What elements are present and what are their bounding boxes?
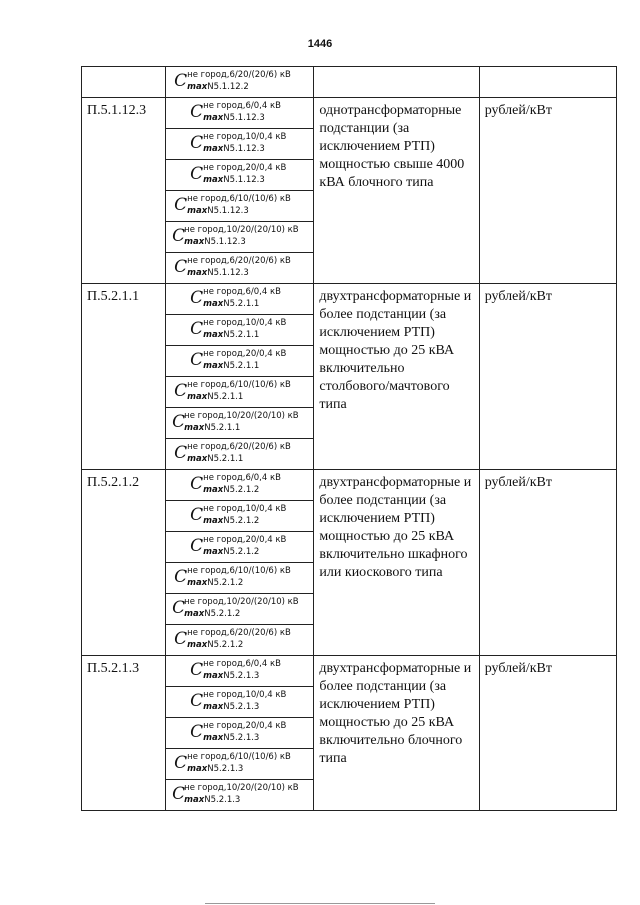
formula-symbol: C bbox=[174, 195, 188, 215]
formula-superscript: не город,6/20/(20/6) кВ bbox=[187, 70, 291, 80]
formula-symbol: C bbox=[174, 71, 188, 91]
formula-subscript-prefix: max bbox=[203, 547, 224, 557]
formula-subscript-code: N5.2.1.3 bbox=[204, 795, 241, 805]
formula-symbol: C bbox=[174, 567, 188, 587]
formula-subscript-code: N5.1.12.3 bbox=[223, 113, 265, 123]
formula-subscript-prefix: max bbox=[187, 640, 208, 650]
formula-superscript: не город,6/20/(20/6) кВ bbox=[187, 256, 291, 266]
formula-symbol: C bbox=[190, 102, 204, 122]
formula-subscript bbox=[203, 330, 259, 340]
formula-subscript-prefix: max bbox=[187, 206, 208, 216]
tariff-formula bbox=[166, 222, 313, 252]
formula-superscript: не город,6/10/(10/6) кВ bbox=[187, 752, 291, 762]
formula-subscript-prefix: max bbox=[187, 392, 208, 402]
formula-subscript-code: N5.2.1.2 bbox=[207, 640, 244, 650]
formula-subscript-prefix: max bbox=[187, 268, 208, 278]
formula-symbol: C bbox=[174, 443, 188, 463]
formula-subscript-code: N5.1.12.3 bbox=[207, 206, 249, 216]
formula-subscript-prefix: max bbox=[184, 609, 205, 619]
formula-subscript-prefix: max bbox=[187, 578, 208, 588]
formula-cell bbox=[166, 129, 314, 160]
item-code-cell bbox=[82, 98, 166, 284]
item-unit-cell bbox=[479, 470, 616, 656]
formula-subscript bbox=[203, 299, 259, 309]
formula-cell bbox=[166, 67, 314, 98]
formula-superscript: не город,6/0,4 кВ bbox=[203, 287, 281, 297]
item-unit-cell bbox=[479, 98, 616, 284]
formula-cell bbox=[166, 749, 314, 780]
page-number: 1446 bbox=[307, 38, 333, 50]
formula-subscript bbox=[203, 516, 259, 526]
formula-subscript bbox=[203, 361, 259, 371]
formula-subscript-prefix: max bbox=[184, 423, 205, 433]
formula-superscript: не город,10/0,4 кВ bbox=[203, 318, 287, 328]
item-code: П.5.2.1.3 bbox=[87, 661, 140, 676]
formula-subscript-code: N5.1.12.3 bbox=[223, 144, 265, 154]
item-description-cell bbox=[314, 67, 479, 98]
formula-subscript-prefix: max bbox=[203, 702, 224, 712]
formula-subscript-prefix: max bbox=[203, 330, 224, 340]
formula-cell bbox=[166, 222, 314, 253]
formula-subscript-code: N5.2.1.2 bbox=[207, 578, 244, 588]
item-code-cell bbox=[82, 470, 166, 656]
formula-subscript bbox=[203, 702, 259, 712]
formula-subscript-prefix: max bbox=[184, 237, 205, 247]
item-code: П.5.1.12.3 bbox=[87, 103, 147, 118]
formula-symbol: C bbox=[190, 691, 204, 711]
formula-superscript: не город,6/20/(20/6) кВ bbox=[187, 442, 291, 452]
formula-cell bbox=[166, 718, 314, 749]
formula-subscript-code: N5.1.12.3 bbox=[223, 175, 265, 185]
formula-symbol: C bbox=[174, 257, 188, 277]
formula-symbol: C bbox=[172, 412, 186, 432]
formula-subscript-prefix: max bbox=[203, 175, 224, 185]
formula-subscript-prefix: max bbox=[187, 454, 208, 464]
formula-symbol: C bbox=[172, 226, 186, 246]
formula-symbol: C bbox=[190, 722, 204, 742]
formula-subscript bbox=[203, 485, 259, 495]
formula-subscript-prefix: max bbox=[203, 144, 224, 154]
formula-superscript: не город,10/0,4 кВ bbox=[203, 132, 287, 142]
formula-subscript bbox=[203, 547, 259, 557]
formula-cell bbox=[166, 284, 314, 315]
formula-symbol: C bbox=[172, 784, 186, 804]
formula-symbol: C bbox=[190, 536, 204, 556]
tariff-formula bbox=[166, 439, 313, 469]
formula-superscript: не город,10/0,4 кВ bbox=[203, 690, 287, 700]
formula-subscript bbox=[203, 144, 265, 154]
formula-superscript: не город,10/20/(20/10) кВ bbox=[184, 783, 299, 793]
page-bottom-rule bbox=[205, 903, 435, 904]
item-code-cell bbox=[82, 656, 166, 811]
tariff-formula bbox=[166, 780, 313, 810]
formula-superscript: не город,6/0,4 кВ bbox=[203, 101, 281, 111]
formula-superscript: не город,20/0,4 кВ bbox=[203, 535, 287, 545]
formula-cell bbox=[166, 377, 314, 408]
formula-subscript-code: N5.2.1.1 bbox=[223, 299, 260, 309]
formula-cell bbox=[166, 160, 314, 191]
formula-subscript-prefix: max bbox=[203, 516, 224, 526]
formula-subscript-code: N5.2.1.2 bbox=[223, 516, 260, 526]
item-description-cell bbox=[314, 284, 479, 470]
formula-subscript bbox=[187, 640, 243, 650]
tariff-formula bbox=[166, 129, 313, 159]
formula-symbol: C bbox=[190, 319, 204, 339]
formula-subscript bbox=[187, 82, 249, 92]
formula-subscript-code: N5.2.1.1 bbox=[223, 330, 260, 340]
formula-subscript-prefix: max bbox=[203, 733, 224, 743]
formula-cell bbox=[166, 253, 314, 284]
formula-cell bbox=[166, 346, 314, 377]
formula-cell bbox=[166, 625, 314, 656]
formula-cell bbox=[166, 408, 314, 439]
table-row bbox=[82, 470, 617, 501]
formula-cell bbox=[166, 470, 314, 501]
formula-subscript-code: N5.2.1.2 bbox=[204, 609, 241, 619]
formula-symbol: C bbox=[190, 350, 204, 370]
tariff-formula bbox=[166, 656, 313, 686]
formula-subscript-prefix: max bbox=[203, 113, 224, 123]
item-code-cell bbox=[82, 67, 166, 98]
formula-superscript: не город,10/20/(20/10) кВ bbox=[184, 225, 299, 235]
item-unit-cell bbox=[479, 656, 616, 811]
formula-symbol: C bbox=[190, 660, 204, 680]
tariff-formula bbox=[166, 315, 313, 345]
formula-subscript-code: N5.1.12.2 bbox=[207, 82, 249, 92]
formula-superscript: не город,10/20/(20/10) кВ bbox=[184, 597, 299, 607]
formula-superscript: не город,10/0,4 кВ bbox=[203, 504, 287, 514]
tariff-table bbox=[81, 66, 617, 811]
formula-subscript-code: N5.2.1.1 bbox=[204, 423, 241, 433]
formula-subscript-code: N5.2.1.3 bbox=[207, 764, 244, 774]
formula-subscript-prefix: max bbox=[187, 764, 208, 774]
formula-cell bbox=[166, 656, 314, 687]
formula-superscript: не город,6/10/(10/6) кВ bbox=[187, 380, 291, 390]
formula-cell bbox=[166, 563, 314, 594]
tariff-formula bbox=[166, 501, 313, 531]
item-description: двухтрансформаторные и более подстанции (за исключением РТП) мощностью до 25 кВА включительно шкафного или киоскового типа bbox=[319, 475, 472, 580]
formula-subscript-prefix: max bbox=[203, 361, 224, 371]
item-unit-cell bbox=[479, 67, 616, 98]
formula-superscript: не город,20/0,4 кВ bbox=[203, 349, 287, 359]
tariff-formula bbox=[166, 687, 313, 717]
formula-subscript-prefix: max bbox=[203, 485, 224, 495]
formula-subscript-prefix: max bbox=[184, 795, 205, 805]
tariff-formula bbox=[166, 253, 313, 283]
table-body bbox=[82, 67, 617, 811]
table-row bbox=[82, 656, 617, 687]
formula-subscript bbox=[184, 237, 246, 247]
item-code: П.5.2.1.2 bbox=[87, 475, 140, 490]
item-description-cell bbox=[314, 470, 479, 656]
formula-cell bbox=[166, 315, 314, 346]
formula-symbol: C bbox=[172, 598, 186, 618]
formula-superscript: не город,6/10/(10/6) кВ bbox=[187, 194, 291, 204]
item-description-cell bbox=[314, 656, 479, 811]
item-unit: рублей/кВт bbox=[484, 661, 552, 676]
formula-cell bbox=[166, 594, 314, 625]
formula-subscript-code: N5.2.1.1 bbox=[207, 454, 244, 464]
item-description: двухтрансформаторные и более подстанции (за исключением РТП) мощностью до 25 кВА включительно блочного типа bbox=[319, 661, 472, 766]
item-unit: рублей/кВт bbox=[484, 289, 552, 304]
item-code: П.5.2.1.1 bbox=[87, 289, 140, 304]
formula-superscript: не город,6/10/(10/6) кВ bbox=[187, 566, 291, 576]
formula-superscript: не город,6/0,4 кВ bbox=[203, 473, 281, 483]
item-code-cell bbox=[82, 284, 166, 470]
tariff-formula bbox=[166, 160, 313, 190]
tariff-formula bbox=[166, 346, 313, 376]
table-row bbox=[82, 284, 617, 315]
formula-subscript-prefix: max bbox=[203, 299, 224, 309]
formula-subscript bbox=[187, 578, 243, 588]
formula-subscript bbox=[187, 764, 243, 774]
table-row bbox=[82, 67, 617, 98]
item-unit: рублей/кВт bbox=[484, 475, 552, 490]
formula-subscript-code: N5.2.1.2 bbox=[223, 485, 260, 495]
formula-symbol: C bbox=[174, 381, 188, 401]
tariff-formula bbox=[166, 377, 313, 407]
formula-subscript-code: N5.1.12.3 bbox=[207, 268, 249, 278]
formula-subscript-code: N5.2.1.3 bbox=[223, 733, 260, 743]
formula-cell bbox=[166, 532, 314, 563]
formula-cell bbox=[166, 439, 314, 470]
formula-cell bbox=[166, 780, 314, 811]
formula-superscript: не город,6/0,4 кВ bbox=[203, 659, 281, 669]
formula-superscript: не город,6/20/(20/6) кВ bbox=[187, 628, 291, 638]
tariff-formula bbox=[166, 563, 313, 593]
formula-subscript bbox=[203, 671, 259, 681]
formula-subscript bbox=[203, 175, 265, 185]
formula-symbol: C bbox=[190, 288, 204, 308]
formula-subscript bbox=[203, 113, 265, 123]
formula-cell bbox=[166, 687, 314, 718]
formula-subscript-code: N5.2.1.3 bbox=[223, 671, 260, 681]
tariff-formula bbox=[166, 625, 313, 655]
tariff-formula bbox=[166, 98, 313, 128]
formula-subscript-code: N5.2.1.1 bbox=[223, 361, 260, 371]
formula-cell bbox=[166, 191, 314, 222]
formula-subscript bbox=[184, 795, 240, 805]
formula-subscript bbox=[187, 206, 249, 216]
formula-subscript-code: N5.2.1.2 bbox=[223, 547, 260, 557]
formula-subscript bbox=[184, 423, 240, 433]
formula-subscript-prefix: max bbox=[187, 82, 208, 92]
item-description: однотрансформаторные подстанции (за исключением РТП) мощностью свыше 4000 кВА блочного типа bbox=[319, 103, 465, 190]
formula-subscript-code: N5.2.1.3 bbox=[223, 702, 260, 712]
formula-symbol: C bbox=[190, 133, 204, 153]
tariff-formula bbox=[166, 67, 313, 97]
tariff-formula bbox=[166, 408, 313, 438]
formula-subscript bbox=[184, 609, 240, 619]
formula-symbol: C bbox=[174, 629, 188, 649]
tariff-formula bbox=[166, 284, 313, 314]
formula-subscript-code: N5.2.1.1 bbox=[207, 392, 244, 402]
formula-subscript-prefix: max bbox=[203, 671, 224, 681]
formula-cell bbox=[166, 98, 314, 129]
formula-symbol: C bbox=[174, 753, 188, 773]
formula-subscript bbox=[203, 733, 259, 743]
formula-subscript bbox=[187, 392, 243, 402]
table-row bbox=[82, 98, 617, 129]
tariff-formula bbox=[166, 191, 313, 221]
item-unit-cell bbox=[479, 284, 616, 470]
tariff-formula bbox=[166, 749, 313, 779]
formula-superscript: не город,20/0,4 кВ bbox=[203, 163, 287, 173]
tariff-formula bbox=[166, 532, 313, 562]
formula-symbol: C bbox=[190, 505, 204, 525]
tariff-formula bbox=[166, 594, 313, 624]
formula-subscript bbox=[187, 454, 243, 464]
formula-subscript-code: N5.1.12.3 bbox=[204, 237, 246, 247]
item-description-cell bbox=[314, 98, 479, 284]
formula-symbol: C bbox=[190, 164, 204, 184]
tariff-formula bbox=[166, 470, 313, 500]
item-unit: рублей/кВт bbox=[484, 103, 552, 118]
formula-superscript: не город,10/20/(20/10) кВ bbox=[184, 411, 299, 421]
formula-symbol: C bbox=[190, 474, 204, 494]
formula-cell bbox=[166, 501, 314, 532]
item-description: двухтрансформаторные и более подстанции (за исключением РТП) мощностью до 25 кВА включительно столбового/мачтового типа bbox=[319, 289, 472, 412]
formula-subscript bbox=[187, 268, 249, 278]
formula-superscript: не город,20/0,4 кВ bbox=[203, 721, 287, 731]
tariff-formula bbox=[166, 718, 313, 748]
